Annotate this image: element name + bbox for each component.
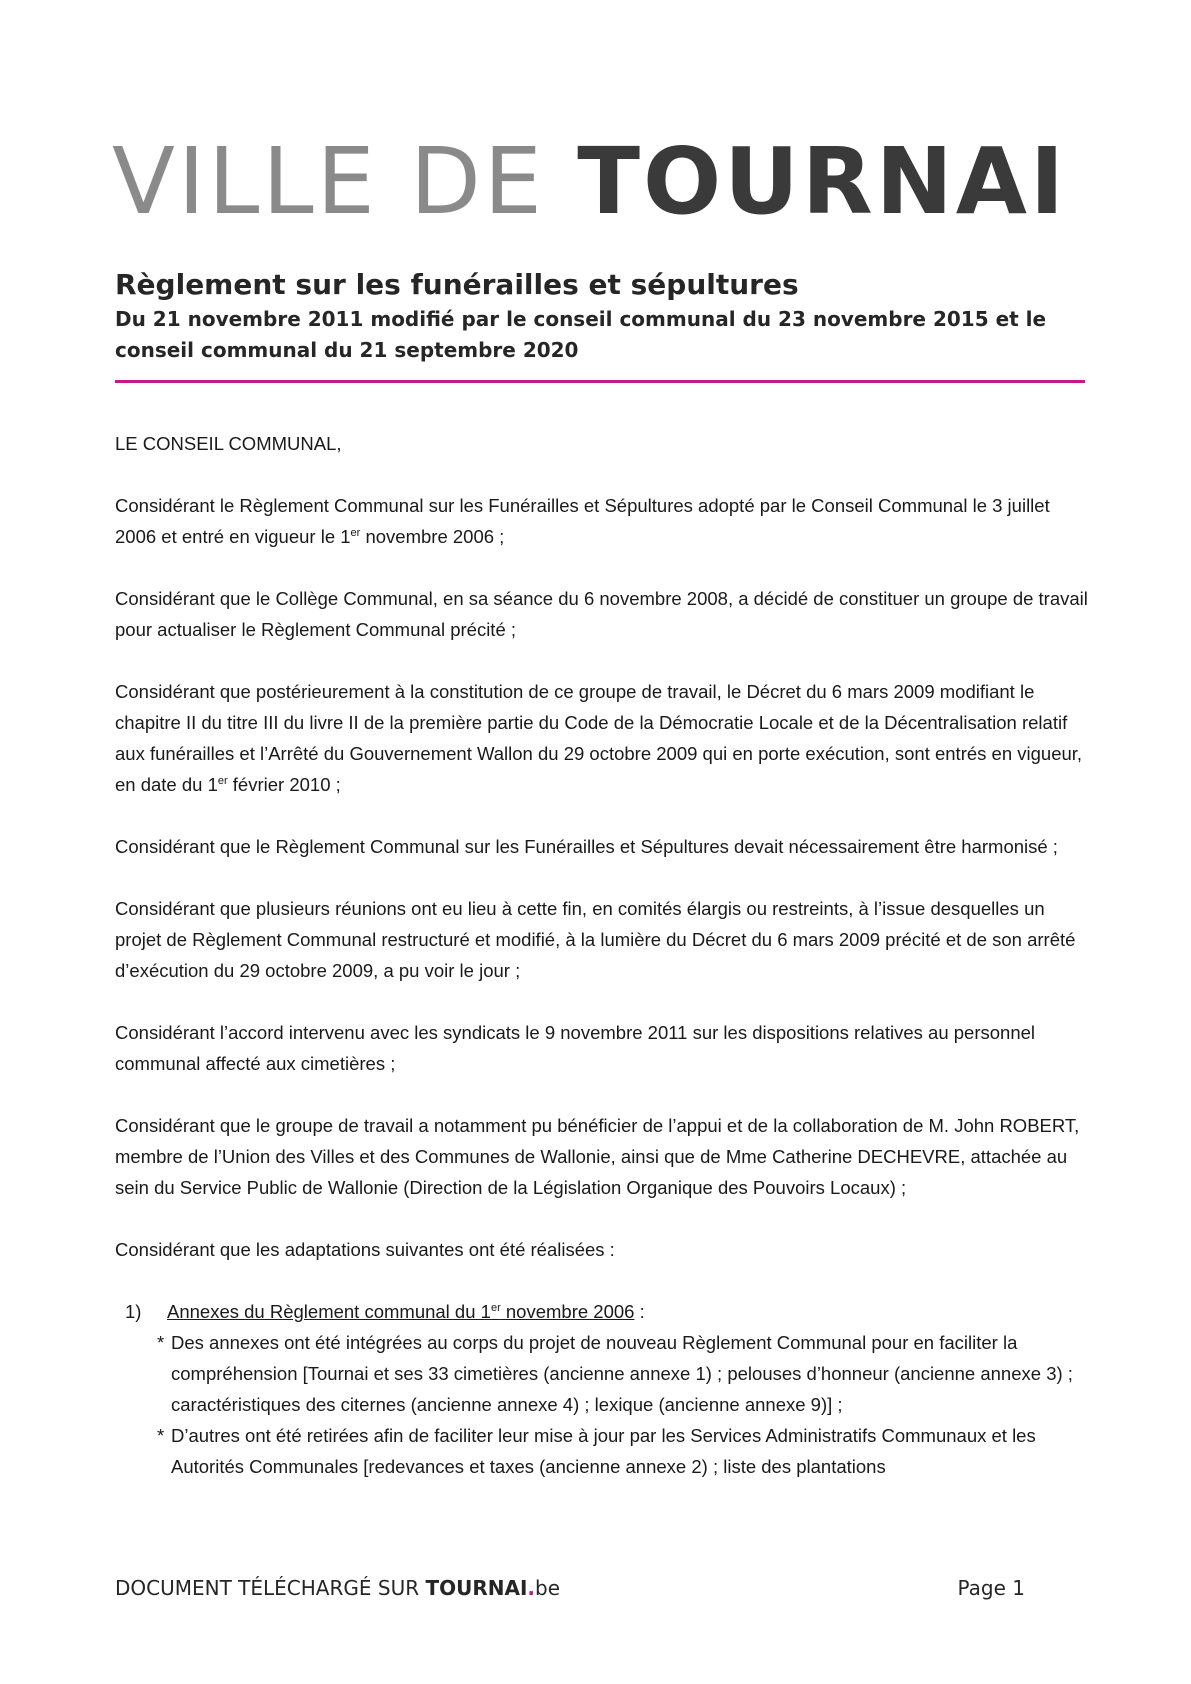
- bullet-text: Des annexes ont été intégrées au corps du projet de nouveau Règlement Communal pour en faciliter la compréhension [Tournai et ses 33 cimetières (ancienne annexe 1) ; pelouses d’honneur (ancienne annexe 3) ; caractéristiques des citernes (ancienne annexe 4) ; lexique (ancienne annexe 9)] ;: [171, 1332, 1073, 1415]
- list-title-text-end: novembre 2006: [500, 1301, 635, 1322]
- document-body: [115, 428, 1090, 1482]
- footer-suffix: be: [535, 1576, 561, 1600]
- list-title-colon: :: [634, 1301, 645, 1322]
- footer-source: [115, 1576, 560, 1600]
- logo-text-dark: TOURNAI: [577, 128, 1068, 235]
- paragraph-7: Considérant que le groupe de travail a notamment pu bénéficier de l’appui et de la collaboration de M. John ROBERT, membre de l’Union des Villes et des Communes de Wallonie, ainsi que de Mme Catherine DECHEVRE, attachée au sein du Service Public de Wallonie (Direction de la Législation Organique des Pouvoirs Locaux) ;: [115, 1115, 1080, 1198]
- bullet-item: [157, 1327, 1090, 1420]
- document-subtitle: Du 21 novembre 2011 modifié par le conseil communal du 23 novembre 2015 et le conseil communal du 21 septembre 2020: [115, 307, 1047, 362]
- paragraph-3-text: Considérant que postérieurement à la constitution de ce groupe de travail, le Décret du 6 mars 2009 modifiant le chapitre II du titre III du livre II de la première partie du Code de la Démocratie Locale et de la Décentralisation relatif aux funérailles et l’Arrêté du Gouvernement Wallon du 29 octobre 2009 qui en porte exécution, sont entrés en vigueur, en date du 1: [115, 681, 1083, 795]
- paragraph-council: LE CONSEIL COMMUNAL,: [115, 433, 342, 454]
- bullet-mark: *: [157, 1332, 165, 1353]
- superscript: er: [217, 775, 228, 787]
- paragraph-6: Considérant l’accord intervenu avec les syndicats le 9 novembre 2011 sur les dispositions relatives au personnel communal affecté aux cimetières ;: [115, 1022, 1036, 1074]
- superscript: er: [490, 1302, 501, 1314]
- paragraph-3: [115, 676, 1090, 800]
- city-logo: [112, 128, 1068, 235]
- superscript: er: [350, 527, 361, 539]
- list-title-text: Annexes du Règlement communal du 1: [167, 1301, 491, 1322]
- page-number: Page 1: [957, 1576, 1025, 1600]
- paragraph-3-text-end: février 2010 ;: [227, 774, 341, 795]
- footer-prefix: DOCUMENT TÉLÉCHARGÉ SUR: [115, 1576, 426, 1600]
- bullet-mark: *: [157, 1425, 165, 1446]
- paragraph-5: Considérant que plusieurs réunions ont eu lieu à cette fin, en comités élargis ou restreints, à l’issue desquelles un projet de Règlement Communal restructuré et modifié, à la lumière du Décret du 6 mars 2009 précité et de son arrêté d’exécution du 29 octobre 2009, a pu voir le jour ;: [115, 898, 1076, 981]
- list-heading: [167, 1296, 645, 1327]
- bullet-text: D’autres ont été retirées afin de faciliter leur mise à jour par les Services Administratifs Communaux et les Autorités Communales [redevances et taxes (ancienne annexe 2) ; liste des plantations: [171, 1425, 1036, 1477]
- paragraph-1-text: Considérant le Règlement Communal sur les Funérailles et Sépultures adopté par le Conseil Communal le 3 juillet 2006 et entré en vigueur le 1: [115, 495, 1050, 547]
- footer-dot: .: [527, 1576, 536, 1600]
- document-title: Règlement sur les funérailles et sépultures: [115, 268, 799, 301]
- paragraph-2: Considérant que le Collège Communal, en sa séance du 6 novembre 2008, a décidé de constituer un groupe de travail pour actualiser le Règlement Communal précité ;: [115, 588, 1088, 640]
- bullet-list: [115, 1327, 1090, 1482]
- list-title: [167, 1301, 634, 1322]
- paragraph-8: Considérant que les adaptations suivantes ont été réalisées :: [115, 1239, 615, 1260]
- paragraph-1-text-end: novembre 2006 ;: [360, 526, 505, 547]
- title-block: [115, 268, 1085, 366]
- footer-brand: TOURNAI: [425, 1576, 528, 1600]
- logo-text-light: VILLE DE: [112, 128, 545, 235]
- page-footer: [115, 1576, 1025, 1600]
- list-item-1: [115, 1296, 1090, 1327]
- list-number: 1): [125, 1301, 142, 1322]
- paragraph-4: Considérant que le Règlement Communal sur les Funérailles et Sépultures devait nécessairement être harmonisé ;: [115, 836, 1058, 857]
- title-divider: [115, 380, 1085, 383]
- bullet-item: [157, 1420, 1090, 1482]
- paragraph-1: [115, 490, 1090, 552]
